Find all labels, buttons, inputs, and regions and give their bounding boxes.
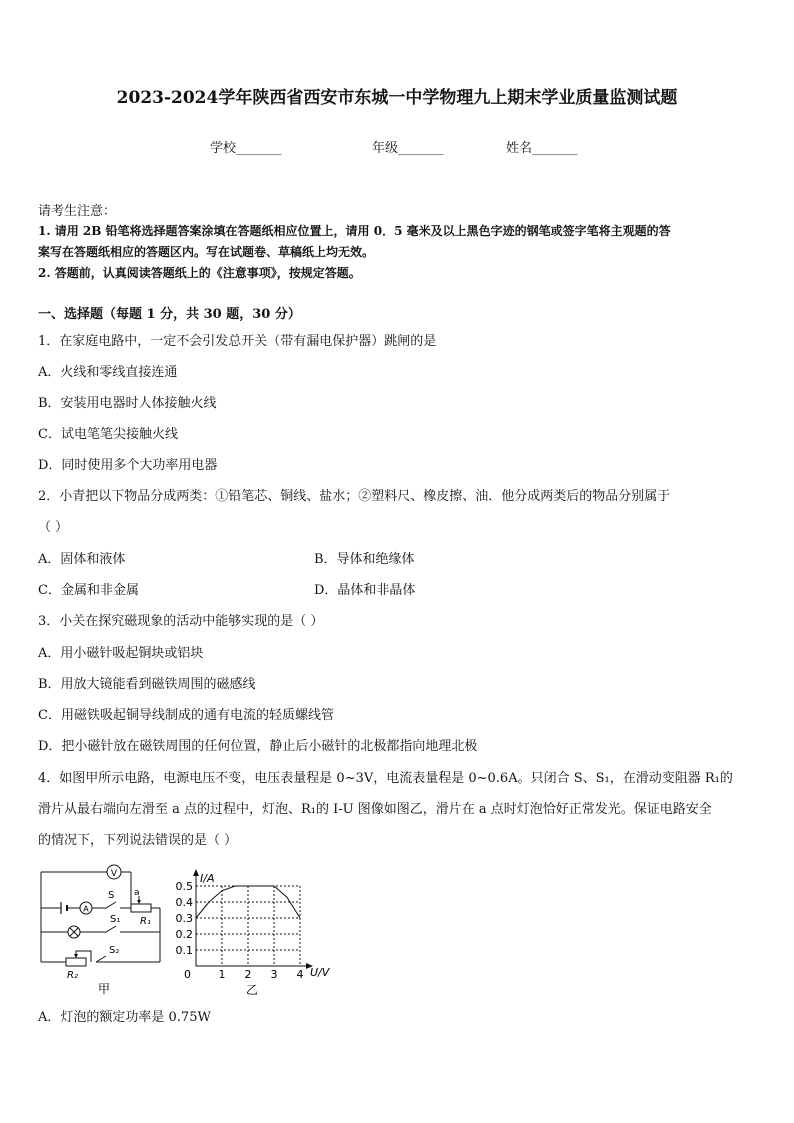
q3-option-c: C．用磁铁吸起铜导线制成的通有电流的轻质螺线管: [38, 708, 334, 723]
school-field: 学校_______: [210, 141, 282, 156]
origin-label: 0: [184, 968, 191, 981]
y-tick-label: 0.4: [175, 896, 193, 909]
q2-stem-line-1: 2．小青把以下物品分成两类：①铅笔芯、铜线、盐水；②塑料尺、橡皮擦、油．他分成两类后的物品分别属于: [38, 489, 671, 504]
q4-stem-line-3: 的情况下，下列说法错误的是（ ）: [38, 833, 238, 848]
y-tick-label: 0.5: [175, 880, 193, 893]
notice-line-2: 2. 答题前，认真阅读答题纸上的《注意事项》，按规定答题。: [38, 266, 361, 280]
y-tick-label: 0.2: [175, 928, 193, 941]
notice-heading: 请考生注意：: [38, 204, 117, 219]
q4-stem-line-2: 滑片从最右端向左滑至 a 点的过程中，灯泡、R₁的 I-U 图像如图乙，滑片在 a 点时灯泡恰好正常发光。保证电路安全: [38, 802, 712, 817]
figure-yi-caption: 乙: [246, 983, 259, 997]
switch-s-label: S: [108, 890, 115, 901]
q3-stem: 3．小关在探究磁现象的活动中能够实现的是（ ）: [38, 614, 324, 629]
y-tick-label: 0.1: [175, 944, 193, 957]
r1-label: R₁: [140, 916, 151, 927]
q2-option-c: C．金属和非金属: [38, 583, 139, 598]
q1-option-c: C．试电笔笔尖接触火线: [38, 427, 178, 442]
q1-option-d: D．同时使用多个大功率用电器: [38, 458, 218, 473]
x-tick-label: 2: [244, 968, 252, 981]
switch-s1-label: S₁: [110, 914, 121, 925]
q4-option-a: A．灯泡的额定功率是 0.75W: [38, 1010, 211, 1025]
y-axis-label: I/A: [200, 872, 215, 885]
x-tick-label: 1: [218, 968, 226, 981]
q3-option-d: D．把小磁针放在磁铁周围的任何位置，静止后小磁针的北极都指向地理北极: [38, 739, 478, 754]
q3-option-b: B．用放大镜能看到磁铁周围的磁感线: [38, 677, 256, 692]
x-axis-label: U/V: [310, 966, 330, 979]
q2-stem-line-2: （ ）: [38, 520, 69, 535]
page-title: 2023-2024学年陕西省西安市东城一中学物理九上期末学业质量监测试题: [116, 88, 678, 108]
q2-option-d: D．晶体和非晶体: [314, 583, 416, 598]
name-field: 姓名_______: [506, 141, 578, 156]
q3-option-a: A．用小磁针吸起铜块或铝块: [38, 646, 204, 661]
circuit-diagram: [36, 858, 166, 998]
q1-option-b: B．安装用电器时人体接触火线: [38, 396, 217, 411]
y-tick-label: 0.3: [175, 912, 193, 925]
q4-stem-line-1: 4．如图甲所示电路，电源电压不变，电压表量程是 0~3V，电流表量程是 0~0.6A。只闭合 S、S₁，在滑动变阻器 R₁的: [38, 771, 733, 786]
grade-field: 年级_______: [372, 141, 444, 156]
x-tick-label: 3: [270, 968, 278, 981]
notice-line-1b: 案写在答题纸相应的答题区内。写在试题卷、草稿纸上均无效。: [38, 245, 375, 259]
ammeter-label: A: [83, 904, 89, 914]
q1-option-a: A．火线和零线直接连通: [38, 365, 178, 380]
switch-s2-label: S₂: [109, 945, 120, 956]
iu-graph: [170, 866, 340, 998]
x-tick-label: 4: [296, 968, 304, 981]
r2-label: R₂: [67, 970, 78, 981]
voltmeter-label: V: [110, 869, 118, 879]
figure-jia-caption: 甲: [98, 982, 111, 996]
notice-line-1a: 1. 请用 2B 铅笔将选择题答案涂填在答题纸相应位置上，请用 0．5 毫米及以上黑色字迹的钢笔或签字笔将主观题的答: [38, 224, 671, 238]
point-a-label: a: [134, 888, 140, 898]
section-heading: 一、选择题（每题 1 分，共 30 题，30 分）: [38, 307, 301, 322]
q2-option-a: A．固体和液体: [38, 552, 126, 567]
q2-option-b: B．导体和绝缘体: [314, 552, 415, 567]
q1-stem: 1．在家庭电路中，一定不会引发总开关（带有漏电保护器）跳闸的是: [38, 334, 437, 349]
